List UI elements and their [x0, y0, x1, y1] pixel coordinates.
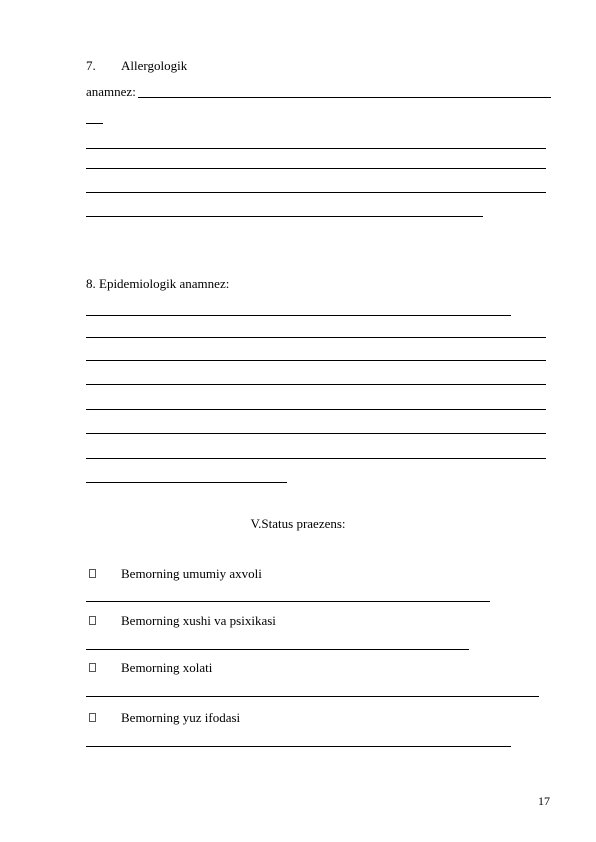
status-item-label: Bemorning umumiy axvoli: [121, 566, 262, 581]
answer-line: [86, 123, 103, 124]
answer-line: [86, 216, 483, 217]
section7-label: anamnez:: [86, 84, 136, 99]
status-item-label: Bemorning yuz ifodasi: [121, 710, 241, 725]
checkbox-icon: [89, 616, 96, 625]
section7-title: Allergologik: [121, 58, 188, 73]
answer-line: [86, 409, 546, 410]
page-number: 17: [538, 794, 550, 808]
answer-line: [86, 337, 546, 338]
section8-label: 8. Epidemiologik anamnez:: [86, 276, 230, 291]
answer-line: [86, 148, 546, 149]
answer-line: [86, 433, 546, 434]
answer-line: [86, 746, 511, 747]
answer-line: [86, 315, 511, 316]
section7-number: 7.: [86, 58, 96, 73]
answer-line: [86, 192, 546, 193]
answer-line: [86, 696, 539, 697]
answer-line: [86, 360, 546, 361]
answer-line: [86, 168, 546, 169]
answer-line: [86, 601, 490, 602]
checkbox-icon: [89, 713, 96, 722]
checkbox-icon: [89, 663, 96, 672]
checkbox-icon: [89, 569, 96, 578]
answer-line: [86, 458, 546, 459]
status-item-label: Bemorning xushi va psixikasi: [121, 613, 276, 628]
status-praezens-heading: V.Status praezens:: [250, 516, 346, 531]
answer-line: [86, 482, 287, 483]
answer-line: [138, 97, 551, 98]
answer-line: [86, 649, 469, 650]
answer-line: [86, 384, 546, 385]
status-item-label: Bemorning xolati: [121, 660, 213, 675]
